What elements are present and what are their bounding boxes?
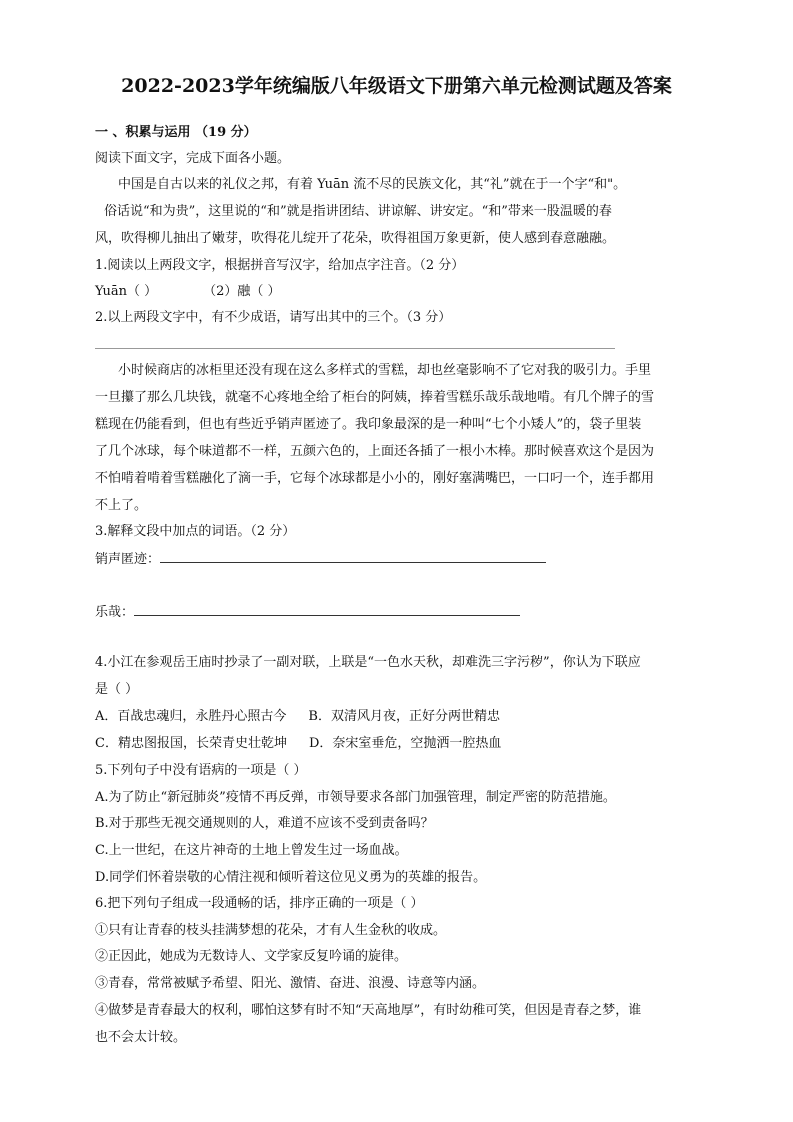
q6-sentence-3: ③青春，常常被赋予希望、阳光、激情、奋进、浪漫、诗意等内涵。 xyxy=(95,976,486,991)
question-1: 1.阅读以上两段文字，根据拼音写汉字，给加点字注音。（2 分） xyxy=(95,258,465,273)
q6-sentence-4-line-1: ④做梦是青春最大的权利，哪怕这梦有时不知“天高地厚”，有时幼稚可笑，但因是青春之梦，谁 xyxy=(95,1003,642,1018)
q3-term-2: 乐哉： xyxy=(95,605,135,620)
question-1-answers xyxy=(95,283,705,301)
q4-options-row-1 xyxy=(95,708,705,726)
paragraph-1: 中国是自古以来的礼仪之邦，有着 Yuān 流不尽的民族文化，其“礼”就在于一个字“和"。 xyxy=(118,177,627,192)
q5-option-a[interactable]: A.为了防止“新冠肺炎”疫情不再反弹，市领导要求各部门加强管理，制定严密的防范措施。 xyxy=(95,790,616,805)
page-title: 2022-2023学年统编版八年级语文下册第六单元检测试题及答案 xyxy=(121,75,672,97)
passage-line-4: 了几个冰球，每个味道都不一样，五颜六色的，上面还各插了一根小木棒。那时候喜欢这个是因为 xyxy=(95,444,655,459)
question-3: 3.解释文段中加点的词语。（2 分） xyxy=(95,524,296,539)
passage-line-1: 小时候商店的冰柜里还没有现在这么多样式的雪糕，却也丝毫影响不了它对我的吸引力。手里 xyxy=(118,363,652,378)
q3-answer-1-blank[interactable] xyxy=(160,550,546,563)
q6-sentence-2: ②正因此，她成为无数诗人、文学家反复吟诵的旋律。 xyxy=(95,949,408,964)
passage-line-5: 不怕啃着啃着雪糕融化了滴一手，它每个冰球都是小小的，刚好塞满嘴巴，一口叼一个，连手都用 xyxy=(95,471,655,486)
question-4-line-1: 4.小江在参观岳王庙时抄录了一副对联，上联是“一色水天秋，却难洗三字污秽”，你认为下联应 xyxy=(95,655,641,670)
q5-option-b[interactable]: B.对于那些无视交通规则的人，难道不应该不受到责备吗？ xyxy=(95,816,434,831)
q1-answer-a[interactable]: Yuān（ ） xyxy=(95,284,158,299)
q6-sentence-4-line-2: 也不会太计较。 xyxy=(95,1030,187,1045)
q4-option-a[interactable]: A．百战忠魂归，永胜丹心照古今 xyxy=(95,709,287,724)
q3-term-2-row xyxy=(95,603,705,622)
passage-line-6: 不上了。 xyxy=(95,498,148,513)
question-6: 6.把下列句子组成一段通畅的话，排序正确的一项是（ ） xyxy=(95,896,424,911)
paragraph-2-line-2: 风，吹得柳儿抽出了嫩芽，吹得花儿绽开了花朵，吹得祖国万象更新，使人感到春意融融。 xyxy=(95,231,616,246)
q3-term-1: 销声匿迹： xyxy=(95,552,161,567)
question-5: 5.下列句子中没有语病的一项是（ ） xyxy=(95,763,307,778)
q5-option-d[interactable]: D.同学们怀着崇敬的心情注视和倾听着这位见义勇为的英雄的报告。 xyxy=(95,870,487,885)
question-4-line-2: 是（ ） xyxy=(95,682,139,697)
paragraph-2-line-1: 俗话说“和为贵”，这里说的“和”就是指讲团结、讲谅解、讲安定。“和”带来一股温暖的春 xyxy=(104,204,612,219)
q6-sentence-1: ①只有让青春的枝头挂满梦想的花朵，才有人生金秋的收成。 xyxy=(95,923,447,938)
reading-instruction: 阅读下面文字，完成下面各小题。 xyxy=(95,151,291,166)
q3-term-1-row xyxy=(95,550,705,569)
q3-answer-2-blank[interactable] xyxy=(134,603,520,616)
passage-line-2: 一旦攥了那么几块钱，就毫不心疼地全给了柜台的阿姨，捧着雪糕乐哉乐哉地啃。有几个牌子的雪 xyxy=(95,390,655,405)
q4-options-row-2 xyxy=(95,735,705,753)
q5-option-c[interactable]: C.上一世纪，在这片神奇的土地上曾发生过一场血战。 xyxy=(95,843,408,858)
passage-line-3: 糕现在仍能看到，但也有些近乎销声匿迹了。我印象最深的是一种叫“七个小矮人”的，袋子里装 xyxy=(95,417,642,432)
q1-answer-b[interactable]: （2）融（ ） xyxy=(203,284,281,299)
q4-option-c[interactable]: C．精忠图报国，长荣青史壮乾坤 xyxy=(95,736,287,751)
section-heading: 一 、积累与运用 （19 分） xyxy=(95,125,257,140)
answer-line-q2[interactable] xyxy=(95,348,615,349)
q4-option-d[interactable]: D．奈宋室垂危，空抛洒一腔热血 xyxy=(308,736,502,751)
question-2: 2.以上两段文字中，有不少成语，请写出其中的三个。（3 分） xyxy=(95,310,452,325)
q4-option-b[interactable]: B．双清风月夜，正好分两世精忠 xyxy=(308,709,500,724)
